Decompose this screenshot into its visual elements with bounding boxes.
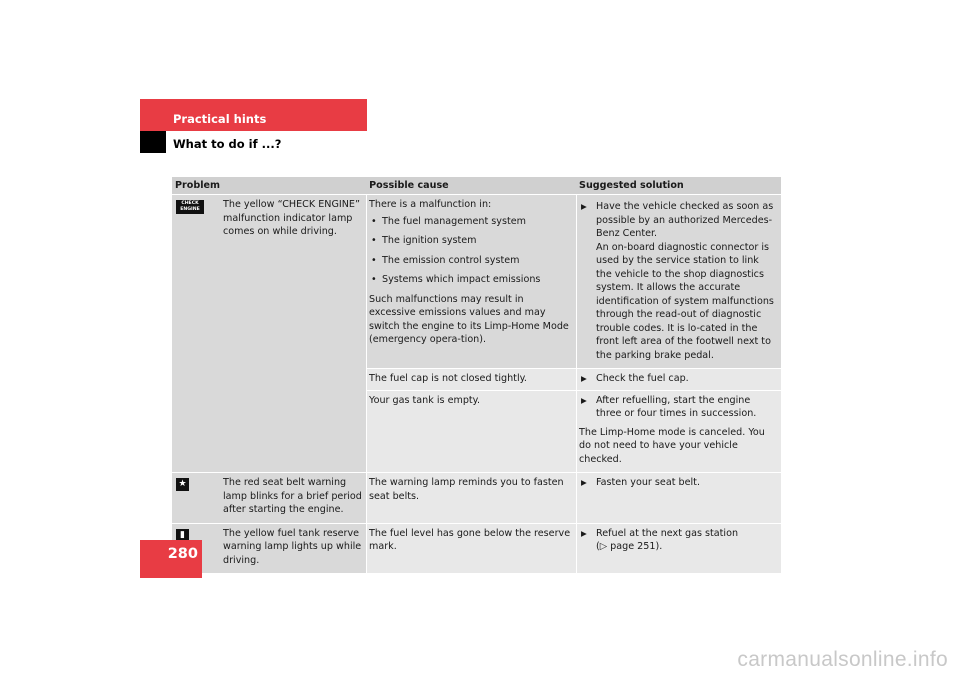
column-header-problem: Problem — [175, 180, 221, 191]
section-tab-marker — [140, 131, 166, 153]
problem-text: The yellow fuel tank reserve warning lamp lights up while driving. — [223, 527, 362, 566]
check-engine-icon: CHECK ENGINE — [176, 200, 204, 214]
problem-cell — [172, 195, 366, 472]
list-item: • The emission control system — [369, 254, 572, 268]
solution-cell: ▶ Check the fuel cap. — [576, 369, 781, 390]
troubleshooting-table — [172, 177, 781, 573]
cause-solution-row — [366, 390, 781, 473]
list-item: • The fuel management system — [369, 215, 572, 229]
seat-belt-icon: ★ — [176, 478, 189, 491]
table-row — [172, 523, 781, 574]
cause-cell: There is a malfunction in: • The fuel management system • The ignition system • The emission control system • Systems which impact emissions Such malfunctions may result in excessive emissions values and may switch the engine to its Limp-Home Mode (emergency opera-tion). — [366, 195, 576, 368]
page-number: 280 — [167, 546, 198, 562]
problem-text: The red seat belt warning lamp blinks for a brief period after starting the engine. — [223, 477, 362, 515]
cause-cell: The fuel level has gone below the reserve mark. — [366, 524, 576, 574]
fuel-pump-icon: ▮ — [176, 529, 189, 542]
solution-cell: ▶ Have the vehicle checked as soon as possible by an authorized Mercedes-Benz Center. An on-board diagnostic connector is used by the service station to link the vehicle to the shop diagnostics system. It allows the accurate identification of system malfunctions through the read-out of diagnostic trouble codes. It is lo-cated in the front left area of the footwell next to the parking brake pedal. — [576, 195, 781, 368]
list-item: • Systems which impact emissions — [369, 273, 572, 287]
cause-solution-row — [366, 195, 781, 368]
cause-solution-row — [366, 368, 781, 390]
section-subtitle: What to do if ...? — [173, 137, 282, 151]
problem-text: The yellow “CHECK ENGINE” malfunction indicator lamp comes on while driving. — [223, 199, 360, 237]
solution-cell: ▶ After refuelling, start the engine three or four times in succession. The Limp-Home mode is canceled. You do not need to have your vehicle checked. — [576, 391, 781, 473]
table-row — [172, 472, 781, 523]
section-title: Practical hints — [173, 112, 267, 126]
page-reference: (▷ page 251). — [596, 541, 663, 552]
cause-cell: The warning lamp reminds you to fasten seat belts. — [366, 473, 576, 523]
cause-cell: Your gas tank is empty. — [366, 391, 576, 473]
table-header — [172, 177, 781, 194]
solution-cell: ▶ Fasten your seat belt. — [576, 473, 781, 523]
table-row — [172, 194, 781, 472]
list-item: • The ignition system — [369, 234, 572, 248]
cause-cell: The fuel cap is not closed tightly. — [366, 369, 576, 390]
column-header-solution: Suggested solution — [579, 180, 684, 191]
watermark: carmanualsonline.info — [737, 648, 948, 671]
solution-cell: ▶ Refuel at the next gas station (▷ page 251). — [576, 524, 781, 574]
column-header-cause: Possible cause — [369, 180, 449, 191]
problem-cell — [172, 473, 366, 523]
